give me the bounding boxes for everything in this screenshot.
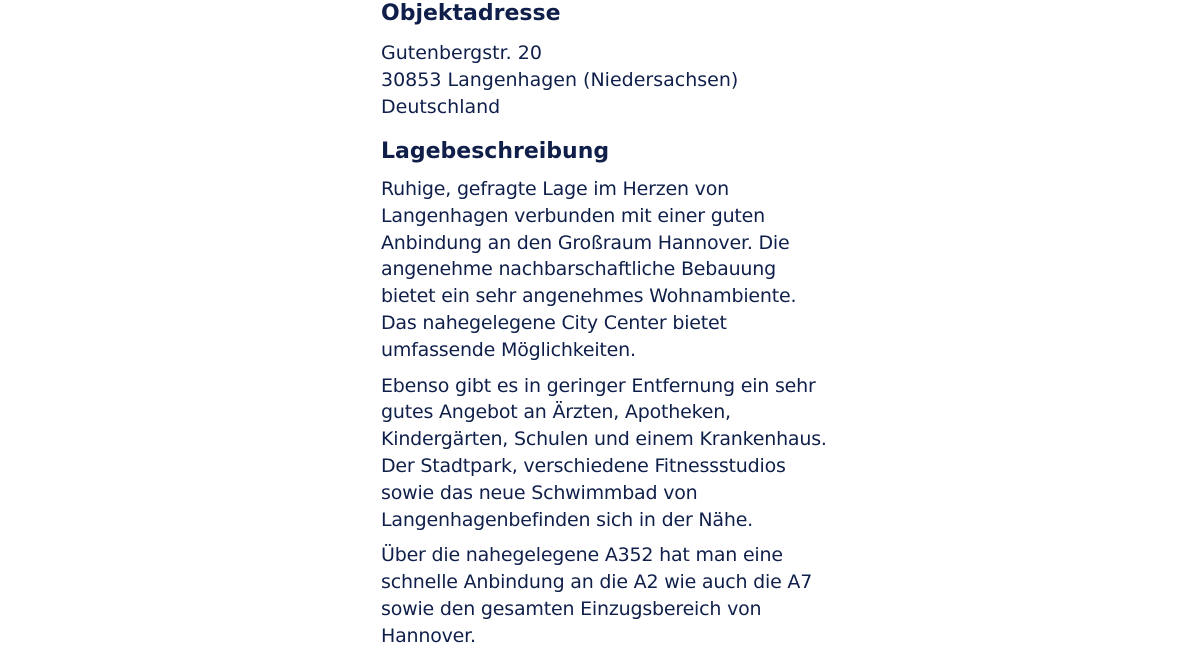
location-paragraph-2: Ebenso gibt es in geringer Entfernung ein sehr gutes Angebot an Ärzten, Apotheken, Kindergärten, Schulen und einem Krankenhaus. Der Stadtpark, verschiedene Fitnessstudios sowie das neue Schwimmbad von Langenhagenbefinden sich in der Nähe.: [381, 374, 827, 531]
location-heading: Lagebeschreibung: [381, 139, 610, 164]
address-street: Gutenbergstr. 20: [381, 42, 542, 64]
location-paragraph-3: Über die nahegelegene A352 hat man eine schnelle Anbindung an die A2 wie auch die A7 sowie den gesamten Einzugsbereich von Hannover.: [381, 544, 813, 647]
address-section: [381, 0, 836, 121]
address-heading: Objektadresse: [381, 1, 561, 26]
location-paragraph-1: Ruhige, gefragte Lage im Herzen von Langenhagen verbunden mit einer guten Anbindung an den Großraum Hannover. Die angenehme nachbarschaftliche Bebauung bietet ein sehr angenehmes Wohnambiente. Das nahegelegene City Center bietet umfassende Möglichkeiten.: [381, 178, 797, 361]
location-section: [381, 138, 836, 650]
address-block: [381, 40, 836, 121]
property-details: [381, 0, 836, 659]
address-country: Deutschland: [381, 96, 501, 118]
address-city: 30853 Langenhagen (Niedersachsen): [381, 69, 739, 91]
